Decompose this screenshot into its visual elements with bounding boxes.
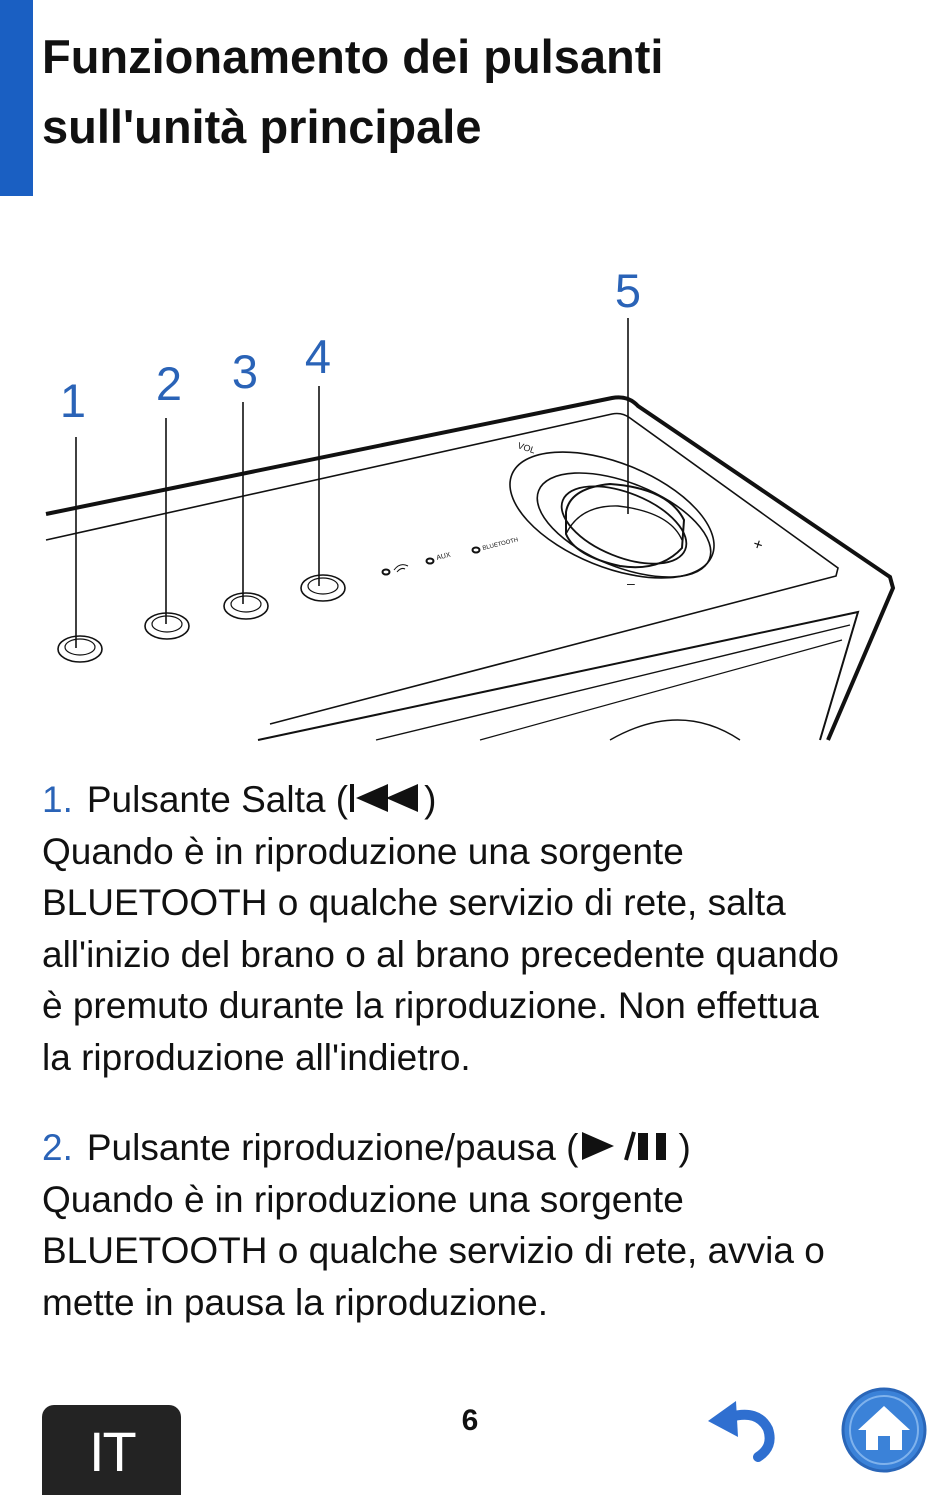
item-1-body-line: la riproduzione all'indietro. xyxy=(42,1036,471,1078)
plus-label: + xyxy=(750,535,765,555)
item-2-number: 2. xyxy=(42,1127,73,1168)
callout-5: 5 xyxy=(614,264,642,317)
skip-back-icon xyxy=(348,781,424,815)
page-number: 6 xyxy=(461,1404,479,1437)
callout-3: 3 xyxy=(231,345,259,398)
aux-label: AUX xyxy=(435,551,452,562)
item-2-heading xyxy=(42,1122,922,1174)
item-1-title-suffix: ) xyxy=(424,779,437,820)
callout-2: 2 xyxy=(155,357,183,410)
item-1-body-line: all'inizio del brano o al brano precedente quando xyxy=(42,933,839,975)
item-skip-button xyxy=(42,774,922,1083)
bluetooth-label: BLUETOOTH xyxy=(482,537,519,552)
item-1-heading xyxy=(42,774,922,826)
title-accent-bar xyxy=(0,0,33,196)
item-1-body-line: BLUETOOTH o qualche servizio di rete, salta xyxy=(42,882,786,923)
item-2-body-line: Quando è in riproduzione una sorgente xyxy=(42,1178,684,1220)
title-line-2: sull'unità principale xyxy=(42,100,482,153)
minus-label: – xyxy=(627,575,635,591)
language-tab[interactable] xyxy=(42,1405,181,1495)
home-icon xyxy=(840,1386,928,1474)
item-2-title-prefix: Pulsante riproduzione/pausa ( xyxy=(86,1127,579,1168)
language-label: IT xyxy=(89,1420,135,1483)
play-pause-icon xyxy=(578,1129,678,1163)
back-button[interactable] xyxy=(700,1395,782,1463)
item-1-body-line: Quando è in riproduzione una sorgente xyxy=(42,830,684,872)
item-2-body-line: BLUETOOTH o qualche servizio di rete, avvia o xyxy=(42,1230,825,1271)
page-title xyxy=(42,22,922,162)
item-1-body-line: è premuto durante la riproduzione. Non effettua xyxy=(42,985,819,1026)
title-line-1: Funzionamento dei pulsanti xyxy=(42,30,664,83)
item-1-number: 1. xyxy=(42,779,73,820)
callout-4: 4 xyxy=(304,330,332,383)
back-arrow-icon xyxy=(700,1395,782,1463)
callout-1: 1 xyxy=(59,374,87,427)
item-1-title-prefix: Pulsante Salta ( xyxy=(86,779,349,820)
item-2-body-line: mette in pausa la riproduzione. xyxy=(42,1281,548,1323)
vol-label: VOL xyxy=(516,440,537,456)
item-play-pause-button xyxy=(42,1122,922,1328)
device-top-illustration xyxy=(0,258,950,748)
home-button[interactable] xyxy=(840,1386,928,1474)
item-2-title-suffix: ) xyxy=(678,1127,691,1168)
